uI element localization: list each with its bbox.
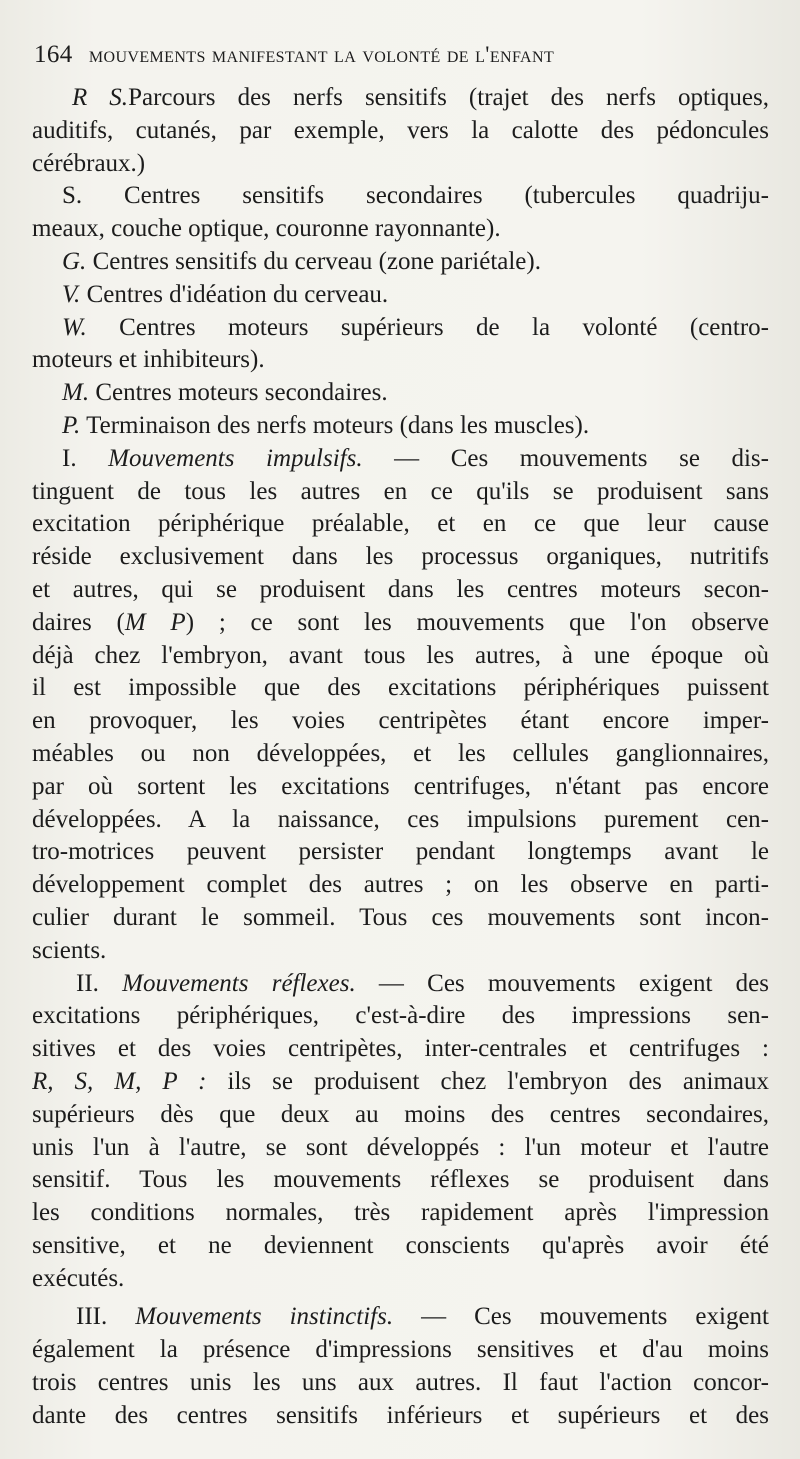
- text-line: [32, 771, 769, 804]
- text-line: [32, 377, 769, 410]
- text-line: [32, 1263, 769, 1296]
- text-run: en provoquer, les voies centripètes étant encore imper-: [32, 707, 769, 735]
- text-line: [32, 968, 769, 1001]
- text-line: [32, 443, 769, 476]
- text-run: il est impossible que des excitations périphériques puissent: [32, 674, 769, 702]
- text-run: daires (: [32, 608, 125, 636]
- text-line: [32, 213, 769, 246]
- text-run: développement complet des autres ; on les observe en parti-: [32, 871, 769, 899]
- italic-text: M P: [124, 608, 186, 636]
- body-text: [32, 82, 769, 1433]
- italic-text: Mouvements impulsifs.: [108, 444, 363, 472]
- text-line: [32, 1400, 769, 1433]
- text-line: [32, 1000, 769, 1033]
- text-run: sitives et des voies centripètes, inter-centrales et centrifuges :: [32, 1035, 769, 1063]
- text-run: et autres, qui se produisent dans les centres moteurs secon-: [32, 575, 769, 603]
- text-run: — Ces mouvements exigent des: [355, 969, 769, 997]
- text-line: [32, 1066, 769, 1099]
- text-line: [32, 82, 769, 115]
- text-line: [32, 1334, 769, 1367]
- text-line: [32, 410, 769, 443]
- text-run: réside exclusivement dans les processus organiques, nutritifs: [32, 543, 769, 571]
- text-line: [32, 148, 769, 181]
- text-run: Parcours des nerfs sensitifs (trajet des nerfs optiques,: [128, 84, 769, 111]
- text-line: [32, 1197, 769, 1230]
- text-line: [32, 902, 769, 935]
- page-number: 164: [34, 41, 73, 68]
- text-line: [32, 1367, 769, 1400]
- text-run: culier durant le sommeil. Tous ces mouvements sont incon-: [32, 903, 769, 931]
- text-run: les conditions normales, très rapidement après l'impression: [32, 1199, 769, 1227]
- text-run: auditifs, cutanés, par exemple, vers la calotte des pédoncules: [32, 116, 769, 144]
- running-title: mouvements manifestant la volonté de l'enfant: [88, 42, 555, 67]
- text-line: [32, 738, 769, 771]
- text-run: également la présence d'impressions sensitives et d'au moins: [32, 1336, 769, 1364]
- text-run: tinguent de tous les autres en ce qu'ils se produisent sans: [32, 477, 769, 505]
- text-run: exécutés.: [32, 1264, 125, 1292]
- text-line: [32, 312, 769, 345]
- text-line: [32, 279, 769, 312]
- text-run: scients.: [32, 936, 107, 964]
- italic-text: V.: [62, 280, 81, 308]
- italic-text: W.: [62, 313, 87, 341]
- text-line: [32, 574, 769, 607]
- text-line: [32, 640, 769, 673]
- italic-text: G.: [62, 247, 87, 275]
- text-run: S. Centres sensitifs secondaires (tubercules quadriju-: [62, 182, 769, 210]
- text-run: déjà chez l'embryon, avant tous les autres, à une époque où: [32, 641, 769, 669]
- text-run: unis l'un à l'autre, se sont développés : l'un moteur et l'autre: [32, 1133, 769, 1161]
- text-line: [32, 508, 769, 541]
- running-header: [34, 40, 774, 70]
- text-run: ) ; ce sont les mouvements que l'on observe: [185, 608, 769, 636]
- italic-text: M.: [62, 379, 90, 407]
- text-line: [32, 1033, 769, 1066]
- text-line: [32, 935, 769, 968]
- text-line: [32, 541, 769, 574]
- text-line: [32, 115, 769, 148]
- text-run: dante des centres sensitifs inférieurs et supérieurs et des: [32, 1401, 769, 1429]
- text-line: [32, 1164, 769, 1197]
- text-line: [32, 1230, 769, 1263]
- text-run: I.: [62, 444, 109, 472]
- text-run: — Ces mouvements exigent: [393, 1303, 769, 1331]
- text-run: Centres moteurs secondaires.: [89, 379, 388, 407]
- text-run: sensitif. Tous les mouvements réflexes se produisent dans: [32, 1166, 769, 1194]
- text-line: [32, 1301, 769, 1334]
- text-run: Centres sensitifs du cerveau (zone pariétale).: [86, 247, 541, 275]
- text-run: supérieurs dès que deux au moins des centres secondaires,: [32, 1100, 769, 1128]
- text-run: excitations périphériques, c'est-à-dire des impressions sen-: [32, 1002, 769, 1030]
- text-run: III.: [76, 1303, 136, 1331]
- text-line: [32, 344, 769, 377]
- italic-text: Mouvements réflexes.: [122, 969, 356, 997]
- text-run: meaux, couche optique, couronne rayonnante).: [32, 215, 501, 243]
- text-run: trois centres unis les uns aux autres. Il faut l'action concor-: [32, 1369, 769, 1397]
- text-run: ils se produisent chez l'embryon des animaux: [206, 1067, 769, 1095]
- text-run: — Ces mouvements se dis-: [362, 444, 769, 472]
- italic-text: Mouvements instinctifs.: [135, 1303, 394, 1331]
- text-run: cérébraux.): [32, 149, 146, 177]
- text-run: moteurs et inhibiteurs).: [32, 346, 265, 374]
- text-line: [32, 836, 769, 869]
- italic-text: P.: [62, 411, 81, 439]
- text-run: II.: [76, 969, 123, 997]
- text-run: développées. A la naissance, ces impulsions purement cen-: [32, 805, 769, 833]
- text-line: [32, 869, 769, 902]
- text-line: [32, 246, 769, 279]
- text-line: [32, 607, 769, 640]
- text-run: excitation périphérique préalable, et en ce que leur cause: [32, 510, 769, 538]
- text-run: Centres d'idéation du cerveau.: [80, 280, 389, 308]
- text-run: méables ou non développées, et les cellules ganglionnaires,: [32, 739, 769, 767]
- text-run: Centres moteurs supérieurs de la volonté (centro-: [86, 313, 769, 341]
- text-run: Terminaison des nerfs moteurs (dans les muscles).: [80, 411, 590, 439]
- text-run: sensitive, et ne deviennent conscients qu'après avoir été: [32, 1231, 769, 1259]
- italic-text: R, S, M, P :: [32, 1067, 207, 1095]
- text-run: par où sortent les excitations centrifuges, n'étant pas encore: [32, 772, 769, 800]
- text-line: [32, 476, 769, 509]
- italic-text: R S.: [72, 84, 129, 111]
- text-line: [32, 672, 769, 705]
- text-line: [32, 1099, 769, 1132]
- text-line: [32, 804, 769, 837]
- text-run: tro-motrices peuvent persister pendant longtemps avant le: [32, 838, 769, 866]
- text-line: [32, 705, 769, 738]
- text-line: [32, 180, 769, 213]
- text-line: [32, 1132, 769, 1165]
